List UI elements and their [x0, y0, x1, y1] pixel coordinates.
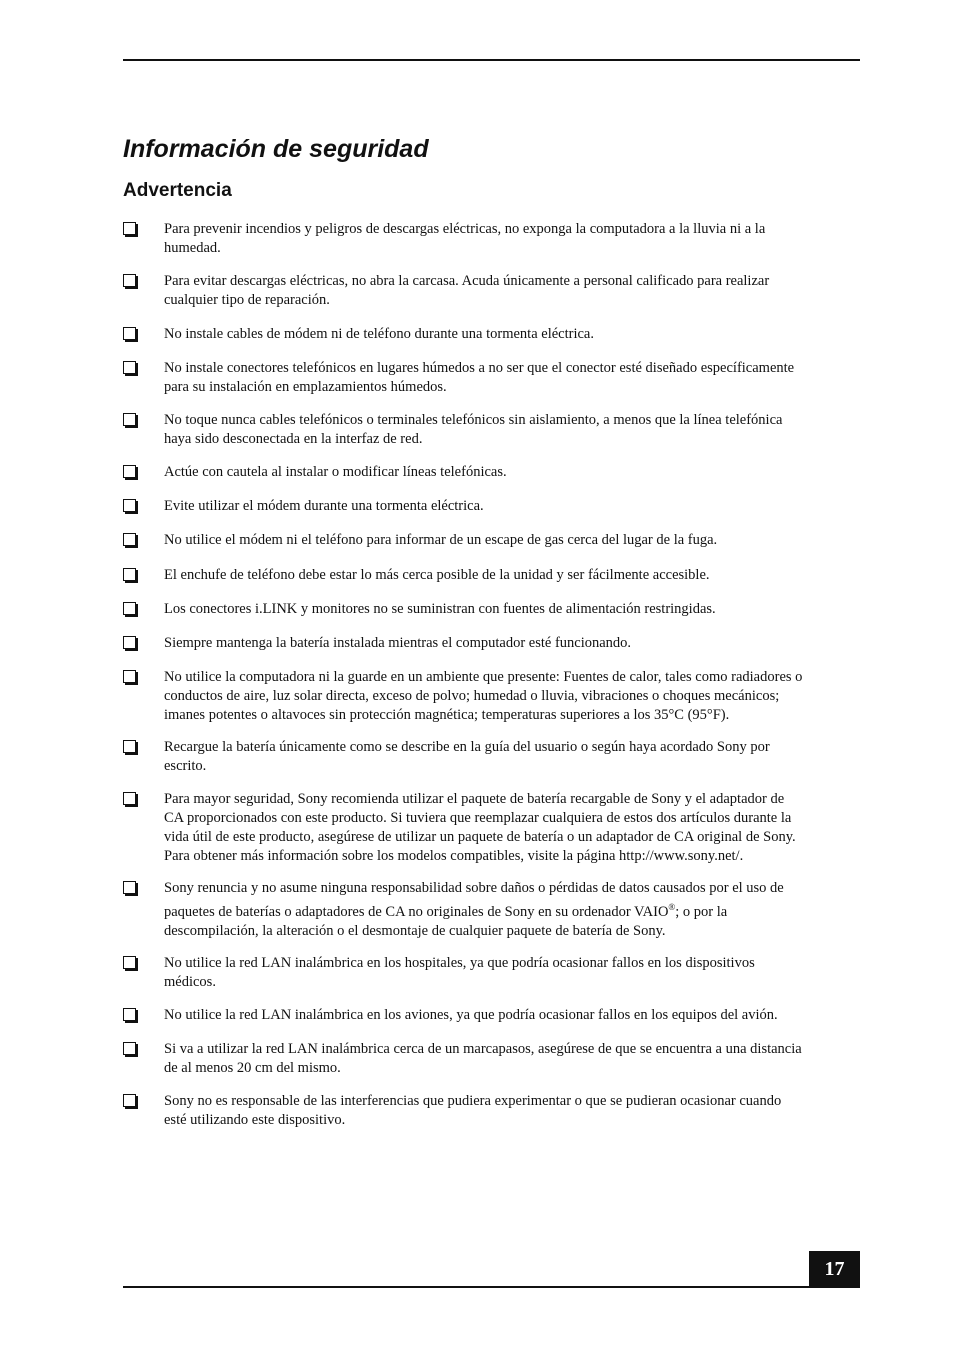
warning-text: Para mayor seguridad, Sony recomienda utilizar el paquete de batería recargable de Sony y el adaptador de CA proporcionados con este producto. Si tuviera que reemplazar cualquiera de estos dos artículos durante la vida útil de este producto, asegúrese de utilizar un paquete de batería o un adaptador de CA original de Sony. Para obtener más información sobre los modelos compatibles, visite la página http://www.sony.net/.: [164, 791, 796, 864]
header-rule: [123, 59, 860, 61]
checkbox-bullet-icon: [123, 222, 136, 235]
checkbox-bullet-icon: [123, 740, 136, 753]
checkbox-bullet-icon: [123, 327, 136, 340]
checkbox-bullet-icon: [123, 602, 136, 615]
checkbox-bullet-icon: [123, 274, 136, 287]
checkbox-bullet-icon: [123, 792, 136, 805]
warning-text: Sony no es responsable de las interferencias que pudiera experimentar o que se pudieran ocasionar cuando esté utilizando este dispositivo.: [164, 1093, 782, 1128]
checkbox-bullet-icon: [123, 413, 136, 426]
checkbox-bullet-icon: [123, 465, 136, 478]
warning-text: Si va a utilizar la red LAN inalámbrica cerca de un marcapasos, asegúrese de que se encuentra a una distancia de al menos 20 cm del mismo.: [164, 1041, 802, 1076]
warning-text: No utilice la red LAN inalámbrica en los hospitales, ya que podría ocasionar fallos en los dispositivos médicos.: [164, 955, 755, 990]
checkbox-bullet-icon: [123, 1008, 136, 1021]
warning-text: Para prevenir incendios y peligros de descargas eléctricas, no exponga la computadora a la lluvia ni a la humedad.: [164, 221, 766, 256]
warning-text: No utilice la red LAN inalámbrica en los aviones, ya que podría ocasionar fallos en los equipos del avión.: [164, 1007, 778, 1023]
checkbox-bullet-icon: [123, 881, 136, 894]
checkbox-bullet-icon: [123, 670, 136, 683]
warning-text: Sony renuncia y no asume ninguna responsabilidad sobre daños o pérdidas de datos causados por el uso de paquetes de baterías o adaptadores de CA no originales de Sony en su ordenador VAIO®; o por la descompilación, la alteración o el desmontaje de cualquier paquete de batería de Sony.: [164, 880, 784, 939]
warning-text: Actúe con cautela al instalar o modificar líneas telefónicas.: [164, 464, 507, 480]
warning-text: No instale conectores telefónicos en lugares húmedos a no ser que el conector esté diseñado específicamente para su instalación en emplazamientos húmedos.: [164, 360, 795, 395]
warning-text: Recargue la batería únicamente como se describe en la guía del usuario o según haya acordado Sony por escrito.: [164, 739, 770, 774]
footer-rule: [123, 1286, 860, 1288]
warning-text: No utilice el módem ni el teléfono para informar de un escape de gas cerca del lugar de la fuga.: [164, 532, 718, 548]
checkbox-bullet-icon: [123, 499, 136, 512]
page-number: 17: [809, 1251, 860, 1287]
checkbox-bullet-icon: [123, 636, 136, 649]
section-heading-advertencia: Advertencia: [123, 180, 232, 201]
page-title: Información de seguridad: [123, 135, 429, 163]
warning-text: Para evitar descargas eléctricas, no abra la carcasa. Acuda únicamente a personal calificado para realizar cualquier tipo de reparación.: [164, 273, 770, 308]
warning-text: No toque nunca cables telefónicos o terminales telefónicos sin aislamiento, a menos que la línea telefónica haya sido desconectada en la interfaz de red.: [164, 412, 783, 447]
checkbox-bullet-icon: [123, 1094, 136, 1107]
checkbox-bullet-icon: [123, 361, 136, 374]
warning-text: Siempre mantenga la batería instalada mientras el computador esté funcionando.: [164, 635, 632, 651]
checkbox-bullet-icon: [123, 568, 136, 581]
checkbox-bullet-icon: [123, 1042, 136, 1055]
warning-text: No utilice la computadora ni la guarde en un ambiente que presente: Fuentes de calor, tales como radiadores o conductos de aire, luz solar directa, exceso de polvo; humedad o lluvia, vibraciones o choques mecánicos; imanes potentes o altavoces sin protección magnética; temperaturas superiores a los 35°C (95°F).: [164, 669, 803, 723]
checkbox-bullet-icon: [123, 956, 136, 969]
warning-text: No instale cables de módem ni de teléfono durante una tormenta eléctrica.: [164, 326, 594, 342]
warning-text: El enchufe de teléfono debe estar lo más cerca posible de la unidad y ser fácilmente accesible.: [164, 567, 710, 583]
warning-text: Los conectores i.LINK y monitores no se suministran con fuentes de alimentación restringidas.: [164, 601, 716, 617]
warning-text: Evite utilizar el módem durante una tormenta eléctrica.: [164, 498, 484, 514]
checkbox-bullet-icon: [123, 533, 136, 546]
